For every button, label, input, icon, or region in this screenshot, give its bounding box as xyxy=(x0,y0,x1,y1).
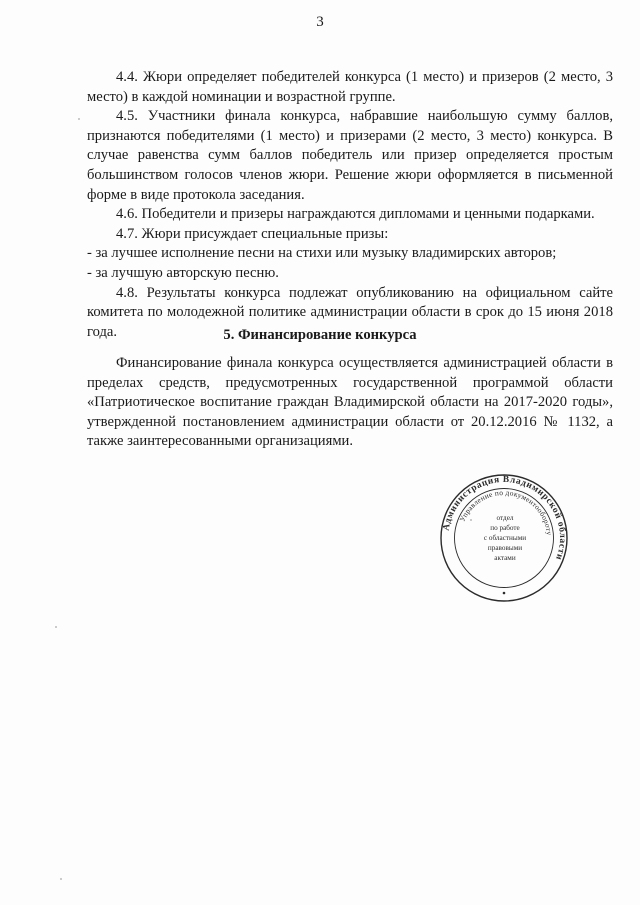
paragraph-4-7: 4.7. Жюри присуждает специальные призы: xyxy=(116,225,389,242)
stamp-center-line: отдел xyxy=(496,514,514,522)
scan-speck xyxy=(55,626,57,628)
paragraph-4-4: 4.4. Жюри определяет победителей конкурса (1 место) и призеров (2 место, 3 место) в каждой номинации и возрастной группе. xyxy=(87,69,613,105)
page-number: 3 xyxy=(316,14,324,30)
prize-item: - за лучшее исполнение песни на стихи или музыку владимирских авторов; xyxy=(87,245,557,262)
stamp-center-line: правовыми xyxy=(487,544,523,552)
stamp-center-line: по работе xyxy=(490,524,520,532)
section5-body xyxy=(87,354,613,452)
scan-speck xyxy=(78,118,80,120)
stamp-outer-text: Администрация Владимирской области xyxy=(441,474,568,562)
scan-speck xyxy=(470,519,472,521)
stamp-center-line: с областными xyxy=(483,534,527,542)
paragraph-4-5: 4.5. Участники финала конкурса, набравшие наибольшую сумму баллов, признаются победителями (1 место) и призерами (2 место, 3 место) конкурса. В случае равенства сумм баллов победитель или призер определяется простым большинством голосов членов жюри. Решение жюри оформляется в письменной форме в виде протокола заседания. xyxy=(87,108,613,203)
section4-body xyxy=(87,68,613,342)
paragraph-4-6: 4.6. Победители и призеры награждаются дипломами и ценными подарками. xyxy=(116,206,595,223)
scan-speck xyxy=(60,878,62,880)
stamp-center-line: актами xyxy=(494,554,516,562)
paragraph-section5: Финансирование финала конкурса осуществляется администрацией области в пределах средств, предусмотренных государственной программой области «Патриотическое воспитание граждан Владимирской области на 2017-2020 годы», утвержденной постановлением администрации области от 20.12.2016 № 1132, а также заинтересованными организациями. xyxy=(87,355,613,450)
paragraph-4-8: 4.8. Результаты конкурса подлежат опубликованию на официальном сайте комитета по молодежной политике администрации области в срок до 15 июня 2018 года. xyxy=(87,284,613,340)
stamp-middle-text: Управление по документообороту xyxy=(457,487,554,536)
prize-item: - за лучшую авторскую песню. xyxy=(87,264,279,281)
official-stamp xyxy=(439,473,569,603)
section5-heading: 5. Финансирование конкурса xyxy=(223,327,417,343)
stamp-dot xyxy=(503,592,506,595)
